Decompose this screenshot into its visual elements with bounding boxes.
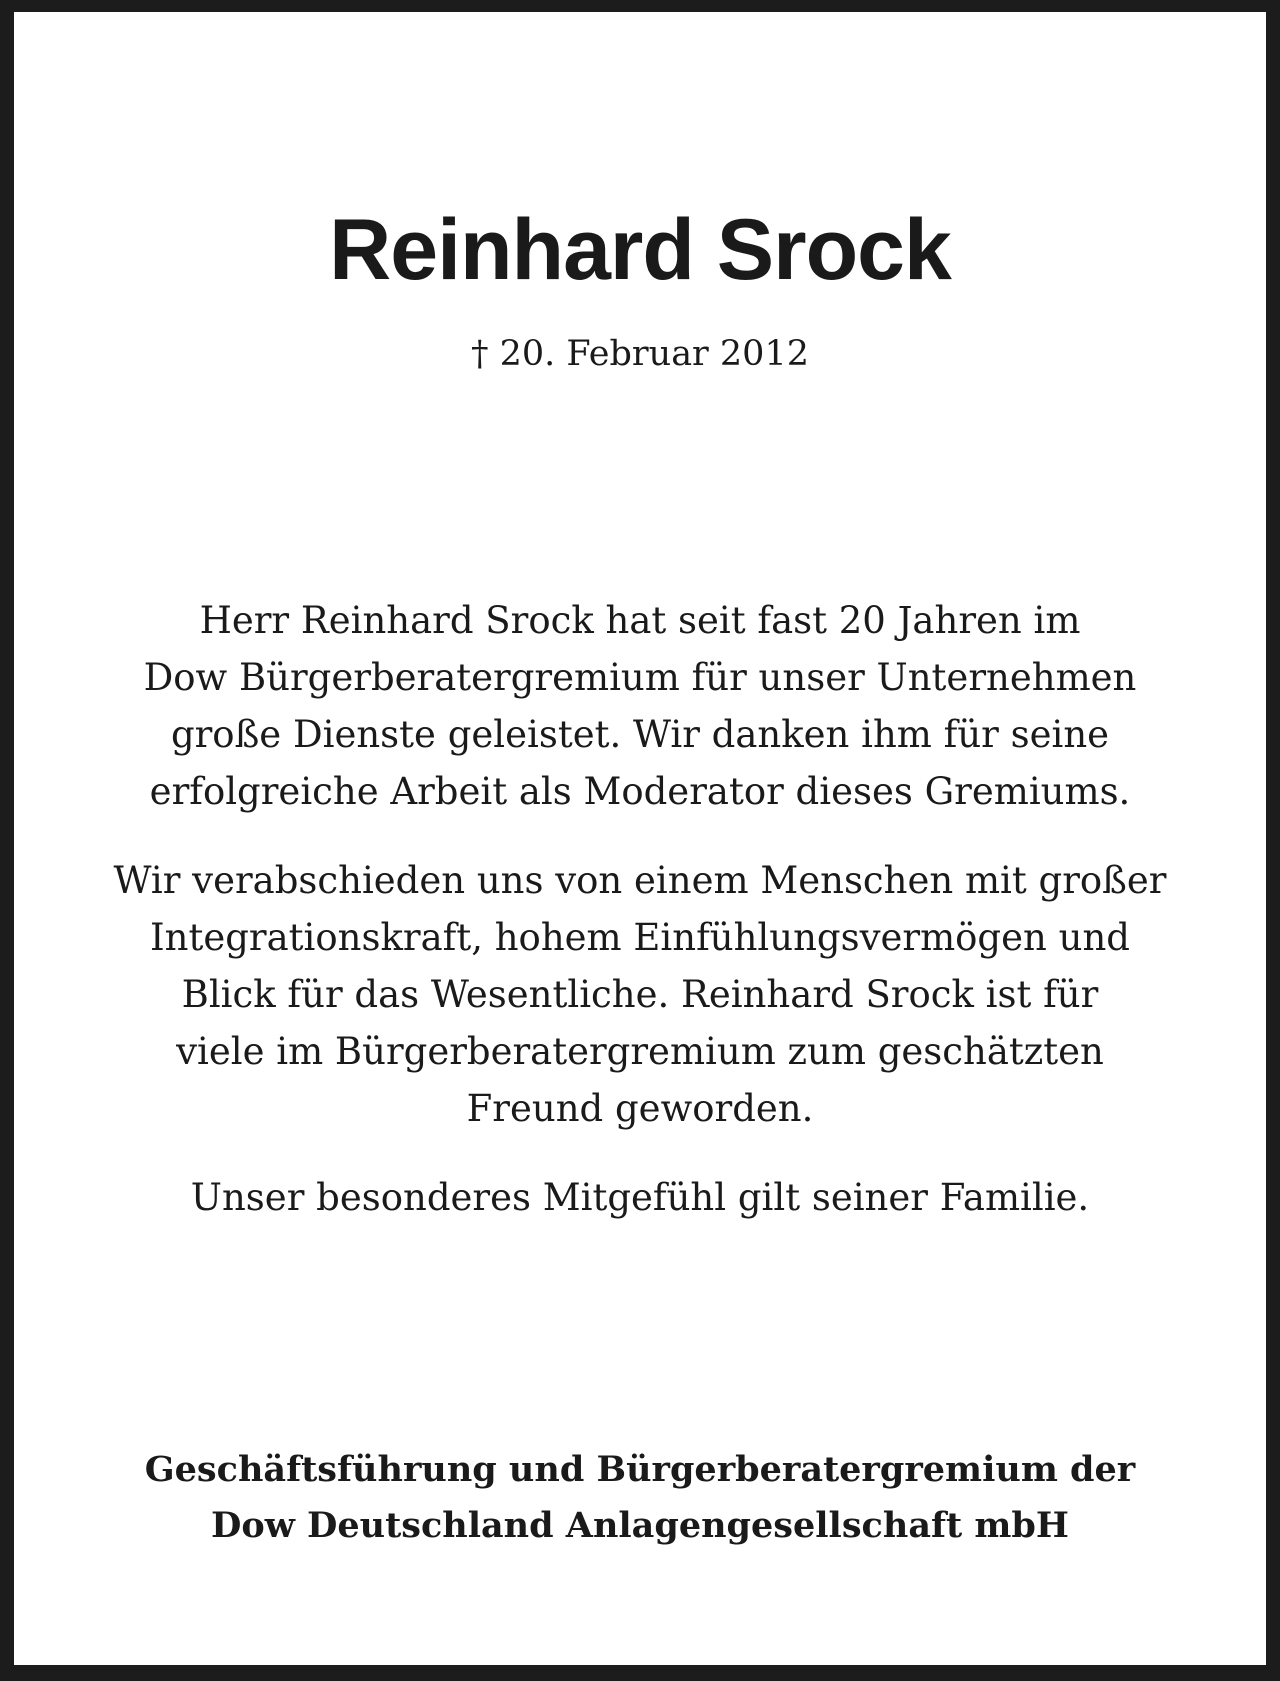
text-line: Integrationskraft, hohem Einfühlungsvermögen und [150,916,1130,959]
notice-body [74,592,1206,1226]
paragraph-condolence [74,1169,1206,1226]
text-line: erfolgreiche Arbeit als Moderator dieses Gremiums. [149,770,1131,813]
signature-line: Dow Deutschland Anlagengesellschaft mbH [211,1505,1069,1546]
paragraph-tribute [74,592,1206,820]
text-line: große Dienste geleistet. Wir danken ihm für seine [170,713,1110,756]
text-line: Wir verabschieden uns von einem Menschen mit großer [113,859,1167,902]
text-line: viele im Bürgerberatergremium zum geschätzten [176,1030,1104,1073]
text-line: Unser besonderes Mitgefühl gilt seiner Familie. [190,1176,1090,1219]
paragraph-farewell [74,852,1206,1137]
text-line: Dow Bürgerberatergremium für unser Unternehmen [143,656,1137,699]
text-line: Freund geworden. [466,1087,814,1130]
text-line: Blick für das Wesentliche. Reinhard Srock ist für [181,973,1099,1016]
signature-block [54,1442,1226,1554]
text-line: Herr Reinhard Srock hat seit fast 20 Jahren im [199,599,1081,642]
death-date: † 20. Februar 2012 [471,334,809,374]
deceased-name: Reinhard Srock [329,202,951,298]
signature-line: Geschäftsführung und Bürgerberatergremium der [144,1449,1136,1490]
